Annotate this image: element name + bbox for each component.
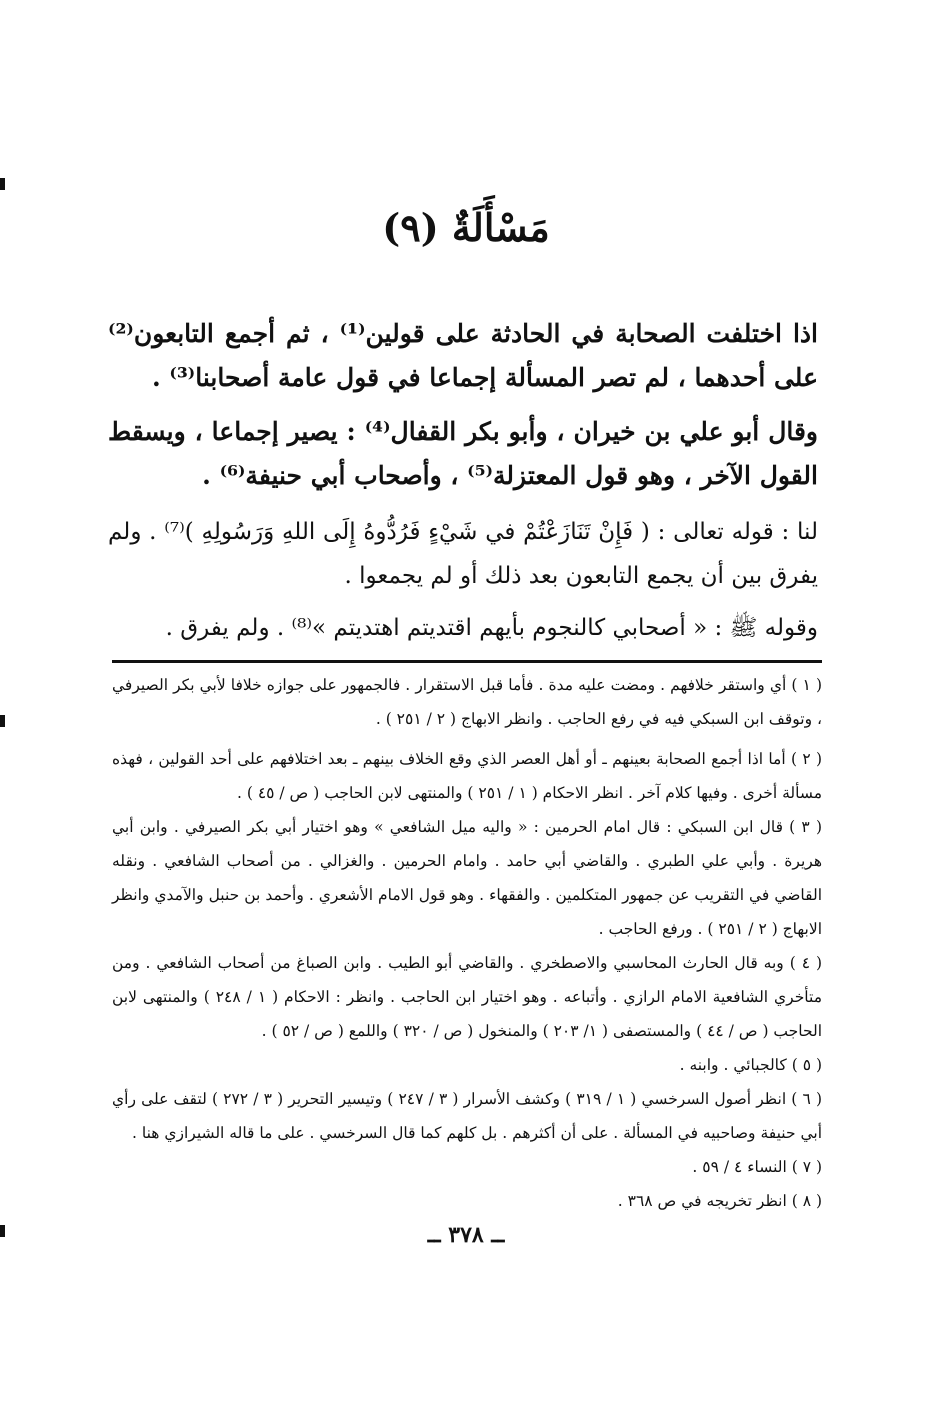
paragraph-text: وقال أبو علي بن خيران ، وأبو بكر القفال⁽⁴⁾ : يصير إجماعا ، ويسقط القول الآخر ، وهو قول المعتزلة⁽⁵⁾ ، وأصحاب أبي حنيفة⁽⁶⁾ . [108, 417, 818, 490]
margin-mark [0, 178, 5, 190]
paragraph-text: وقوله ﷺ : « أصحابي كالنجوم بأيهم اقتديتم اهتديتم »⁽⁸⁾ . ولم يفرق . [165, 615, 818, 641]
margin-mark [0, 715, 5, 727]
footnote-6: ( ٦ ) انظر أصول السرخسي ( ١ / ٣١٩ ) وكشف الأسرار ( ٣ / ٢٤٧ ) وتيسير التحرير ( ٣ / ٢٧٢ ) لتقف على رأي أبي حنيفة وصاحبيه في المسألة . على أن أكثرهم . بل كلهم كما قال السرخسي . على ما قاله الشيرازي هنا . [112, 1090, 822, 1142]
paragraph-text: لنا : قوله تعالى : ( فَإِنْ تَنَازَعْتُمْ في شَيْءٍ فَرُدُّوهُ إِلَى اللهِ وَرَسُولِهِ )⁽⁷⁾ . ولم يفرق بين أن يجمع التابعون بعد ذلك أو لم يجمعوا . [108, 519, 818, 589]
footnote-8: ( ٨ ) انظر تخريجه في ص ٣٦٨ . [617, 1192, 822, 1210]
footnote-4: ( ٤ ) وبه قال الحارث المحاسبي والاصطخري . والقاضي أبو الطيب . وابن الصباغ من أصحاب الشافعي . ومن متأخري الشافعية الامام الرازي . وأتباعه . وهو اختيار ابن الحاجب . وانظر : الاحكام ( ١ / ٢٤٨ ) والمنتهى لابن الحاجب ( ص / ٤٤ ) والمستصفى ( ١/ ٢٠٣ ) والمنخول ( ص / ٣٢٠ ) واللمع ( ص / ٥٢ ) . [112, 954, 823, 1040]
footnote-5: ( ٥ ) كالجبائي . وابنه . [679, 1056, 822, 1074]
issue-heading: مَسْأَلَةٌ (٩) [382, 205, 550, 250]
paragraph-text: اذا اختلفت الصحابة في الحادثة على قولين⁽¹⁾ ، ثم أجمع التابعون⁽²⁾ على أحدهما ، لم تصر المسألة إجماعا في قول عامة أصحابنا⁽³⁾ . [108, 319, 818, 392]
footnote-3: ( ٣ ) قال ابن السبكي : قال امام الحرمين : « واليه ميل الشافعي » وهو اختيار أبي بكر الصيرفي . وابن أبي هريرة . وأبي علي الطبري . والقاضي أبي حامد . وامام الحرمين . والغزالي . من أصحاب الشافعي . ونقله القاضي في التقريب عن جمهور المتكلمين . والفقهاء . وهو قول الامام الأشعري . وأحمد بن حنبل والآمدي وانظر الابهاج ( ٢ / ٢٥١ ) . ورفع الحاجب . [112, 818, 822, 938]
main-paragraph-2 [108, 410, 818, 498]
main-paragraph-4 [108, 606, 818, 650]
footnote-7: ( ٧ ) النساء ٤ / ٥٩ . [692, 1158, 822, 1176]
footnote-2: ( ٢ ) أما اذا أجمع الصحابة بعينهم ـ أو أهل العصر الذي وقع الخلاف بينهم ـ بعد اختلافهم على أحد القولين ، فهذه مسألة أخرى . وفيها كلام آخر . انظر الاحكام ( ١ / ٢٥١ ) والمنتهى لابن الحاجب ( ص / ٤٥ ) . [112, 750, 822, 802]
page-number: ــ ٣٧٨ ــ [427, 1222, 505, 1248]
main-paragraph-3 [108, 510, 818, 598]
main-paragraph-1 [108, 312, 818, 400]
footnote-1: ( ١ ) أي واستقر خلافهم . ومضت عليه مدة . فأما قبل الاستقرار . فالجمهور على جوازه خلافا لأبي بكر الصيرفي ، وتوقف ابن السبكي فيه في رفع الحاجب . وانظر الابهاج ( ٢ / ٢٥١ ) . [112, 676, 822, 728]
footnote-divider [112, 660, 822, 663]
footnotes [112, 668, 822, 1218]
